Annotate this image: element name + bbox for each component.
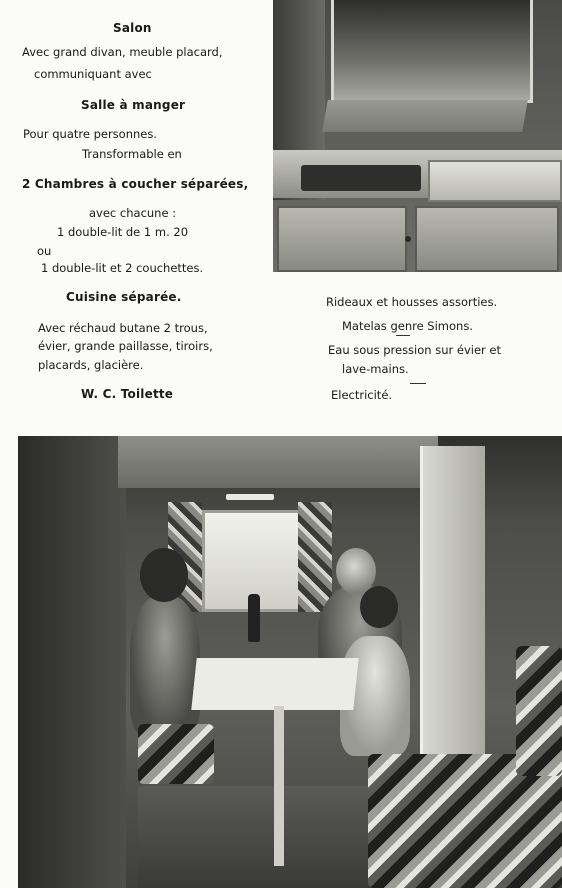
salle-text-1: Pour quatre personnes.: [23, 127, 158, 141]
ceiling-light: [226, 494, 274, 500]
ceiling: [118, 436, 438, 488]
wine-bottle: [248, 594, 260, 642]
divan-back: [516, 646, 562, 776]
chambres-text-3: ou: [37, 244, 52, 258]
matelas-text: Matelas genre Simons.: [342, 319, 473, 333]
salle-title: Salle à manger: [81, 98, 186, 112]
divider-mark: [396, 335, 410, 336]
dining-table: [191, 658, 358, 710]
salon-text-2: communiquant avec: [34, 67, 152, 81]
kitchen-window: [331, 0, 533, 103]
dining-photo: [18, 436, 562, 888]
woman-hair: [140, 548, 188, 602]
chambres-text-4: 1 double-lit et 2 couchettes.: [41, 261, 204, 275]
bench-seat: [138, 724, 214, 784]
divider-mark: [410, 383, 426, 384]
salle-text-2: Transformable en: [82, 147, 182, 161]
eau-text-2: lave-mains.: [342, 362, 409, 376]
kitchen-drawer: [277, 206, 407, 272]
kitchen-photo: [273, 0, 562, 272]
curtain-right: [298, 502, 332, 612]
gas-stove: [301, 165, 421, 191]
wc-title: W. C. Toilette: [81, 387, 174, 401]
salon-text-1: Avec grand divan, meuble placard,: [22, 45, 223, 59]
chambres-title: 2 Chambres à coucher séparées,: [22, 177, 249, 191]
cuisine-text-2: évier, grande paillasse, tiroirs,: [38, 339, 213, 353]
chambres-text-2: 1 double-lit de 1 m. 20: [57, 225, 189, 239]
drawer-knob: [405, 236, 411, 242]
kitchen-sink: [428, 160, 562, 202]
chambres-text-1: avec chacune :: [89, 206, 177, 220]
cuisine-title: Cuisine séparée.: [66, 290, 182, 304]
cuisine-text-1: Avec réchaud butane 2 trous,: [38, 321, 208, 335]
rideaux-text: Rideaux et housses assorties.: [326, 295, 498, 309]
kitchen-hatch: [322, 100, 528, 132]
woman-figure: [130, 596, 200, 736]
cuisine-text-3: placards, glacière.: [38, 358, 144, 372]
electricite-text: Electricité.: [331, 388, 393, 402]
salon-title: Salon: [113, 21, 152, 35]
door-panel: [420, 446, 485, 756]
girl-hair: [360, 586, 398, 628]
cabinet-panel: [18, 436, 126, 888]
table-leg: [274, 706, 284, 866]
eau-text-1: Eau sous pression sur évier et: [328, 343, 502, 357]
kitchen-cabinet: [415, 206, 559, 272]
